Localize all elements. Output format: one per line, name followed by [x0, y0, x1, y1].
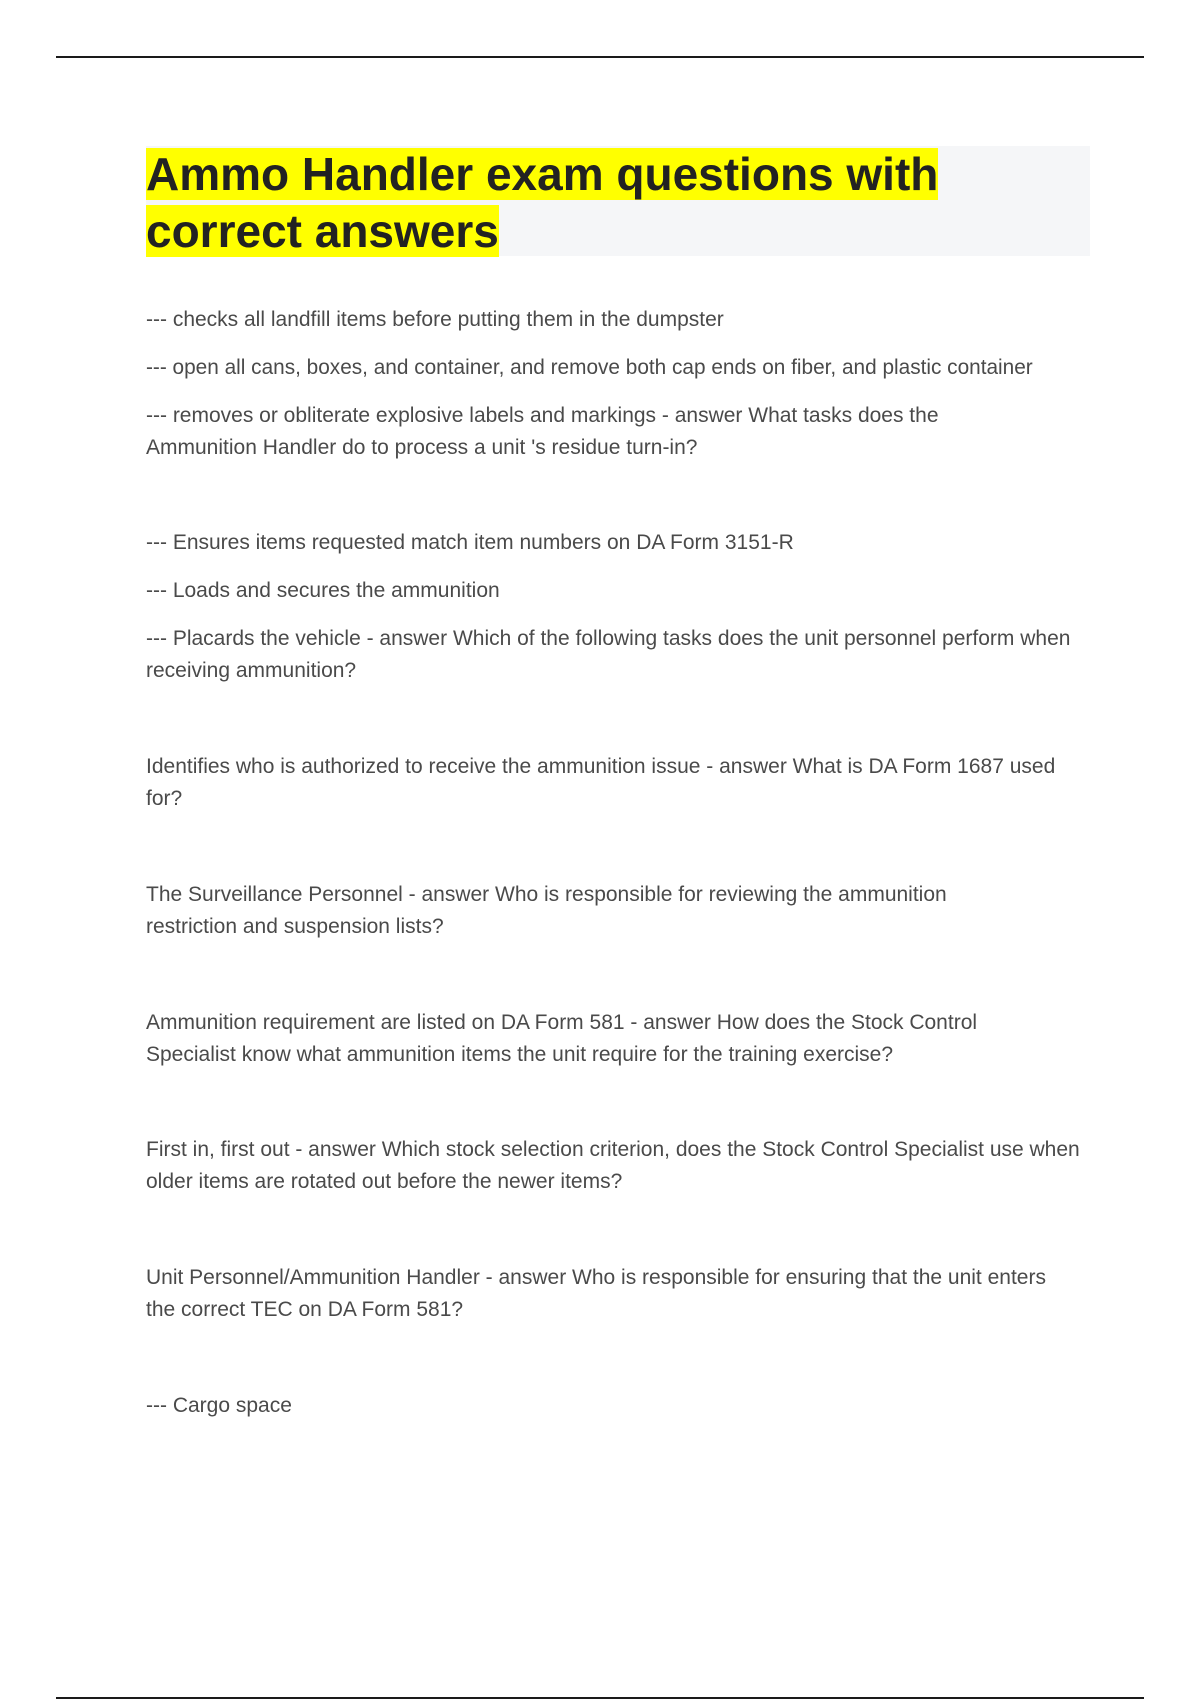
document-title: [146, 146, 1090, 260]
paragraph-10: First in, first out - answer Which stock selection criterion, does the Stock Control Specialist use when older items are rotated out before the newer items?: [146, 1138, 1080, 1193]
paragraph-1: --- checks all landfill items before putting them in the dumpster: [146, 308, 724, 331]
paragraph-9: Ammunition requirement are listed on DA Form 581 - answer How does the Stock Control Specialist know what ammunition items the unit require for the training exercise?: [146, 1011, 978, 1066]
paragraph-5: --- Loads and secures the ammunition: [146, 579, 500, 602]
paragraph-7: Identifies who is authorized to receive the ammunition issue - answer What is DA Form 1687 used for?: [146, 755, 1056, 810]
paragraph-11: Unit Personnel/Ammunition Handler - answer Who is responsible for ensuring that the unit enters the correct TEC on DA Form 581?: [146, 1266, 1046, 1321]
title-block: [146, 146, 1090, 256]
paragraph-4: --- Ensures items requested match item numbers on DA Form 3151-R: [146, 531, 794, 554]
paragraph-8: The Surveillance Personnel - answer Who is responsible for reviewing the ammunition restriction and suspension lists?: [146, 883, 947, 938]
top-rule: [56, 56, 1144, 58]
paragraph-3: --- removes or obliterate explosive labels and markings - answer What tasks does the Ammunition Handler do to process a unit 's residue turn-in?: [146, 404, 939, 459]
paragraph-12: --- Cargo space: [146, 1394, 292, 1417]
bottom-rule: [56, 1697, 1144, 1699]
title-highlight: Ammo Handler exam questions with correct answers: [146, 148, 939, 257]
paragraph-6: --- Placards the vehicle - answer Which of the following tasks does the unit personnel perform when receiving ammunition?: [146, 627, 1071, 682]
paragraph-2: --- open all cans, boxes, and container, and remove both cap ends on fiber, and plastic container: [146, 356, 1033, 379]
